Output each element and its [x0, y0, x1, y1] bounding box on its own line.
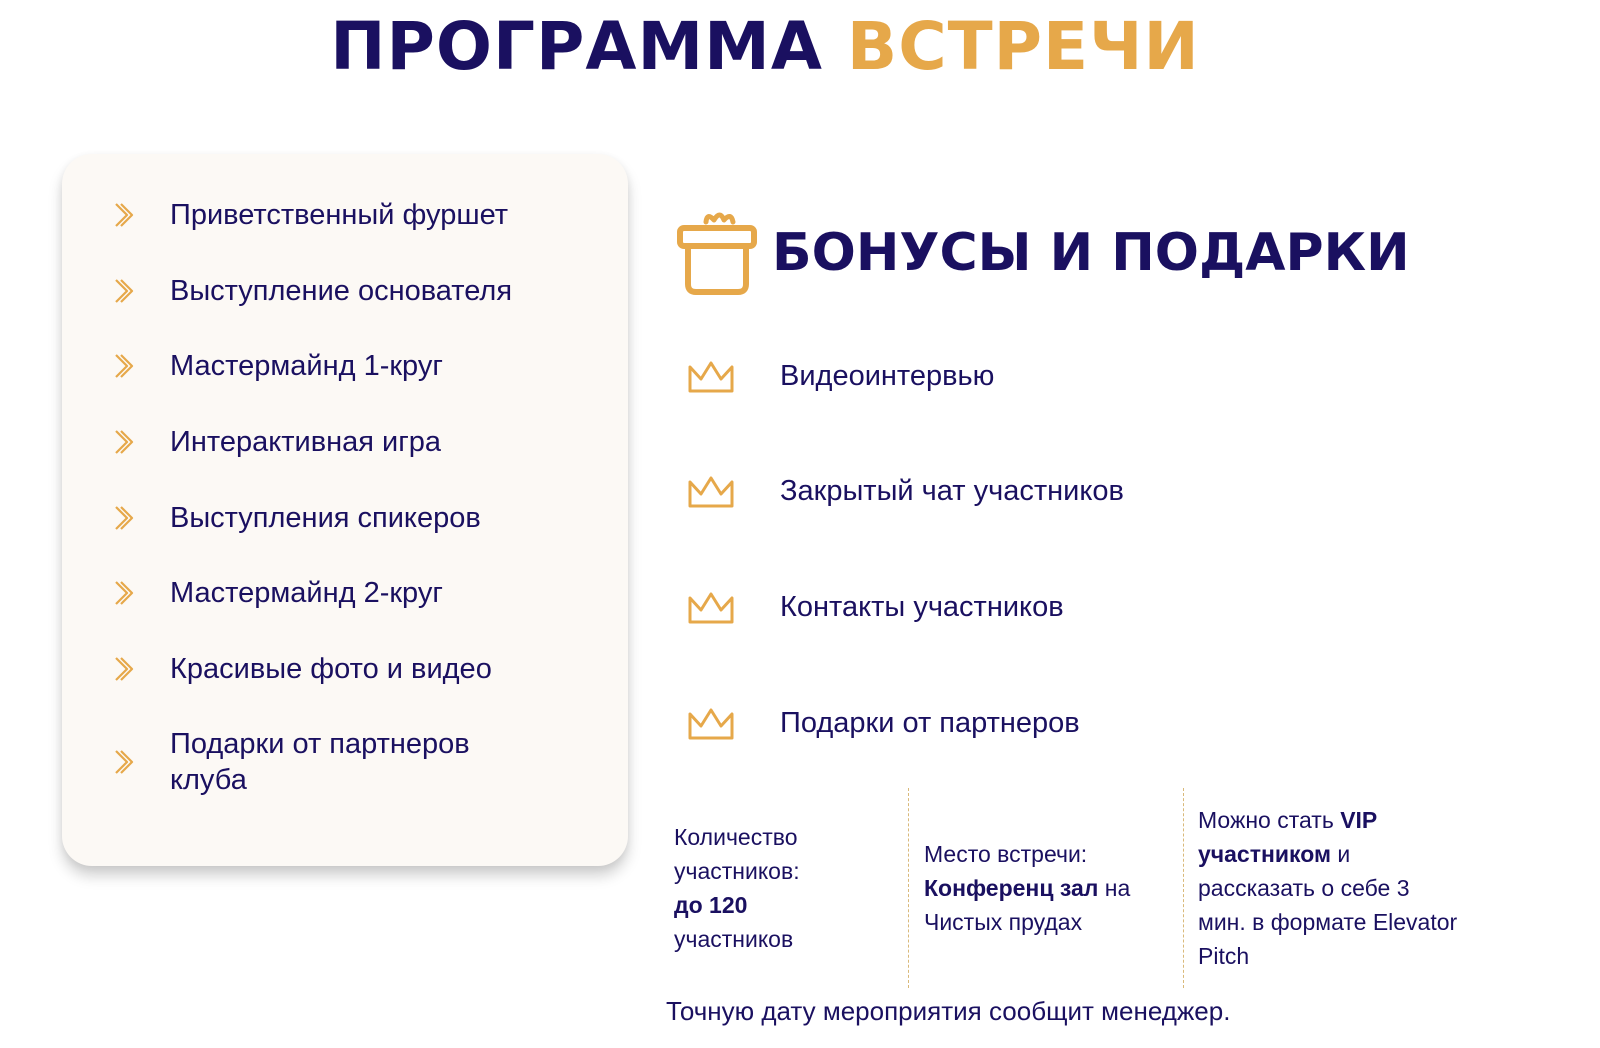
gift-box-icon — [676, 208, 758, 298]
venue-label: Место встречи: — [924, 841, 1088, 867]
info-divider — [908, 788, 909, 988]
bonus-item-label: Контакты участников — [780, 590, 1064, 623]
program-item — [112, 726, 512, 798]
chevron-right-icon — [112, 655, 134, 683]
participants-info — [674, 820, 864, 956]
program-item — [112, 424, 612, 460]
bonus-item — [686, 704, 1080, 742]
chevron-right-icon — [112, 579, 134, 607]
title-part-2: ВСТРЕЧИ — [846, 8, 1200, 85]
vip-suffix: и рассказать о себе 3 мин. в формате Elevator Pitch — [1198, 841, 1458, 969]
program-item — [112, 197, 612, 233]
title-part-1: ПРОГРАММА — [330, 8, 823, 85]
chevron-right-icon — [112, 352, 134, 380]
program-item — [112, 575, 612, 611]
bonus-item — [686, 472, 1124, 510]
bonus-item-label: Закрытый чат участников — [780, 474, 1124, 507]
participants-value: до 120 — [674, 892, 748, 918]
crown-icon — [686, 588, 736, 626]
date-footnote: Точную дату мероприятия сообщит менеджер. — [666, 996, 1231, 1026]
participants-suffix: участников — [674, 926, 794, 952]
program-card — [62, 154, 628, 866]
crown-icon — [686, 704, 736, 742]
participants-label: Количество участников: — [674, 824, 800, 884]
bonus-item — [686, 357, 994, 395]
venue-info — [924, 837, 1180, 939]
program-item — [112, 273, 612, 309]
bonus-item — [686, 588, 1064, 626]
chevron-right-icon — [112, 504, 134, 532]
program-item — [112, 348, 612, 384]
crown-icon — [686, 357, 736, 395]
program-item-label: Мастермайнд 1-круг — [170, 350, 443, 382]
program-item-label: Мастермайнд 2-круг — [170, 577, 443, 609]
bonuses-header — [676, 208, 1410, 298]
program-item-label: Красивые фото и видео — [170, 653, 492, 685]
venue-suffix: на Чистых прудах — [924, 875, 1131, 935]
program-item-label: Выступление основателя — [170, 275, 513, 307]
chevron-right-icon — [112, 428, 134, 456]
program-item-label: Приветственный фуршет — [170, 199, 509, 231]
vip-prefix: Можно стать — [1198, 807, 1334, 833]
bonuses-title: БОНУСЫ И ПОДАРКИ — [772, 223, 1410, 283]
program-item-label: Выступления спикеров — [170, 502, 481, 534]
program-item-label: Подарки от партнеров клуба — [170, 728, 470, 796]
info-divider — [1183, 788, 1184, 988]
chevron-right-icon — [112, 277, 134, 305]
bonus-item-label: Подарки от партнеров — [780, 706, 1080, 739]
bonus-item-label: Видеоинтервью — [780, 359, 995, 392]
page-title — [0, 8, 1530, 85]
vip-value: VIP участником — [1198, 807, 1377, 867]
venue-value: Конференц зал — [924, 875, 1099, 901]
program-item — [112, 651, 612, 687]
chevron-right-icon — [112, 201, 134, 229]
program-item — [112, 500, 612, 536]
program-item-label: Интерактивная игра — [170, 426, 442, 458]
crown-icon — [686, 472, 736, 510]
vip-info — [1198, 803, 1460, 973]
chevron-right-icon — [112, 748, 134, 776]
